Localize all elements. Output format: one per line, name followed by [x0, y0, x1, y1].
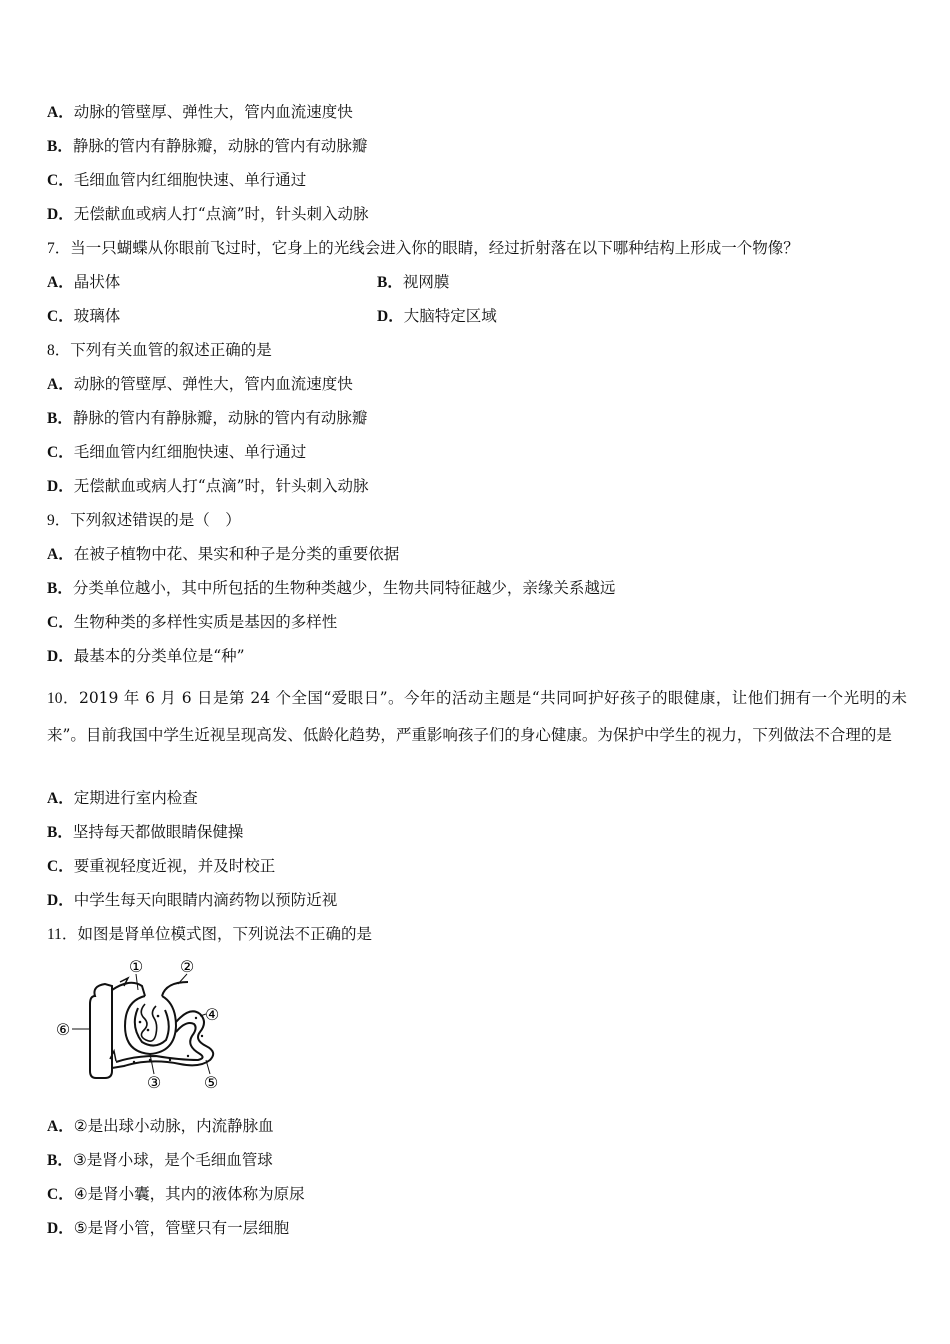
figure-label-2: ② [179, 957, 195, 976]
option-label: C． [47, 614, 74, 631]
option-a [47, 1116, 274, 1137]
option-b [377, 272, 449, 293]
question-10-stem [47, 680, 907, 754]
option-text: 动脉的管壁厚、弹性大，管内血流速度快 [73, 375, 353, 393]
question-7-stem [47, 238, 799, 259]
option-label: D． [47, 478, 74, 495]
option-b [47, 578, 615, 599]
option-label: A． [47, 376, 74, 393]
option-a [47, 544, 399, 565]
option-text: 视网膜 [402, 273, 450, 291]
figure-label-4: ④ [204, 1005, 220, 1024]
option-c [47, 612, 337, 633]
option-d [47, 204, 369, 225]
option-d [47, 476, 369, 497]
question-number: 11． [47, 926, 78, 943]
option-label: A． [47, 104, 74, 121]
option-d [47, 1218, 289, 1239]
option-label: B． [47, 1152, 73, 1169]
option-b [47, 408, 367, 429]
question-11-stem [47, 924, 372, 945]
option-label: A． [47, 790, 74, 807]
option-text: 无偿献血或病人打“点滴”时，针头刺入动脉 [73, 477, 369, 495]
option-text: 要重视轻度近视，并及时校正 [73, 857, 276, 875]
option-c [47, 306, 120, 327]
question-9-stem [47, 510, 241, 531]
option-text: 静脉的管内有静脉瓣，动脉的管内有动脉瓣 [72, 137, 368, 155]
option-text: 大脑特定区域 [403, 307, 497, 325]
option-d [47, 890, 337, 911]
option-c [47, 170, 306, 191]
option-c [47, 442, 306, 463]
option-text: ⑤是肾小管，管壁只有一层细胞 [73, 1219, 290, 1237]
question-text: 下列有关血管的叙述正确的是 [70, 341, 272, 359]
question-8-stem [47, 340, 272, 361]
option-label: C． [47, 1186, 74, 1203]
vessel-tube [90, 984, 112, 1078]
option-c [47, 856, 275, 877]
option-text: 坚持每天都做眼睛保健操 [72, 823, 244, 841]
glomerulus [141, 1004, 156, 1041]
question-text: 如图是肾单位模式图，下列说法不正确的是 [77, 925, 372, 943]
option-text: 毛细血管内红细胞快速、单行通过 [73, 443, 307, 461]
option-text: ③是肾小球，是个毛细血管球 [72, 1151, 273, 1169]
option-label: B． [47, 824, 73, 841]
option-a [47, 788, 198, 809]
option-label: B． [47, 580, 73, 597]
option-label: C． [47, 444, 74, 461]
option-b [47, 1150, 273, 1171]
question-number: 7． [47, 240, 71, 257]
option-text: 中学生每天向眼睛内滴药物以预防近视 [73, 891, 338, 909]
option-label: D． [377, 308, 404, 325]
figure-label-1: ① [128, 957, 144, 976]
option-label: C． [47, 172, 74, 189]
option-text: ②是出球小动脉，内流静脉血 [73, 1117, 274, 1135]
question-number: 10． [47, 690, 79, 707]
option-text: 静脉的管内有静脉瓣，动脉的管内有动脉瓣 [72, 409, 368, 427]
option-text: 动脉的管壁厚、弹性大，管内血流速度快 [73, 103, 353, 121]
option-label: D． [47, 1220, 74, 1237]
option-a [47, 272, 120, 293]
option-text: 定期进行室内检查 [73, 789, 198, 807]
option-text: ④是肾小囊，其内的液体称为原尿 [73, 1185, 305, 1203]
option-text: 玻璃体 [73, 307, 121, 325]
question-text: 下列叙述错误的是（ ） [70, 511, 241, 529]
option-b [47, 822, 243, 843]
option-label: B． [377, 274, 403, 291]
option-label: C． [47, 858, 74, 875]
option-label: B． [47, 410, 73, 427]
figure-label-6: ⑥ [55, 1020, 71, 1039]
option-text: 晶状体 [73, 273, 121, 291]
option-d [377, 306, 497, 327]
option-label: D． [47, 206, 74, 223]
option-text: 毛细血管内红细胞快速、单行通过 [73, 171, 307, 189]
option-label: A． [47, 1118, 74, 1135]
option-label: D． [47, 648, 74, 665]
option-a [47, 374, 353, 395]
afferent-arteriole [112, 983, 145, 996]
nephron-diagram [50, 956, 240, 1096]
option-label: A． [47, 546, 74, 563]
figure-label-3: ③ [146, 1073, 162, 1092]
figure-label-5: ⑤ [203, 1073, 219, 1092]
question-number: 8． [47, 342, 71, 359]
option-text: 生物种类的多样性实质是基因的多样性 [73, 613, 338, 631]
option-label: A． [47, 274, 74, 291]
option-label: B． [47, 138, 73, 155]
question-text: 2019 年 6 月 6 日是第 24 个全国“爱眼日”。今年的活动主题是“共同呵护好孩子的眼健康，让他们拥有一个光明的未来”。目前我国中学生近视呈现高发、低龄化趋势，严重影响孩子们的身心健康。为保护中学生的视力，下列做法不合理的是 [47, 689, 907, 744]
option-b [47, 136, 367, 157]
option-text: 最基本的分类单位是“种” [73, 647, 245, 665]
efferent-arteriole [162, 982, 188, 996]
question-number: 9． [47, 512, 71, 529]
option-a [47, 102, 353, 123]
option-label: D． [47, 892, 74, 909]
option-label: C． [47, 308, 74, 325]
option-d [47, 646, 245, 667]
question-text: 当一只蝴蝶从你眼前飞过时，它身上的光线会进入你的眼睛，经过折射落在以下哪种结构上形成一个物像？ [70, 239, 799, 257]
option-c [47, 1184, 305, 1205]
option-text: 无偿献血或病人打“点滴”时，针头刺入动脉 [73, 205, 369, 223]
option-text: 在被子植物中花、果实和种子是分类的重要依据 [73, 545, 400, 563]
option-text: 分类单位越小，其中所包括的生物种类越少，生物共同特征越少，亲缘关系越远 [72, 579, 616, 597]
